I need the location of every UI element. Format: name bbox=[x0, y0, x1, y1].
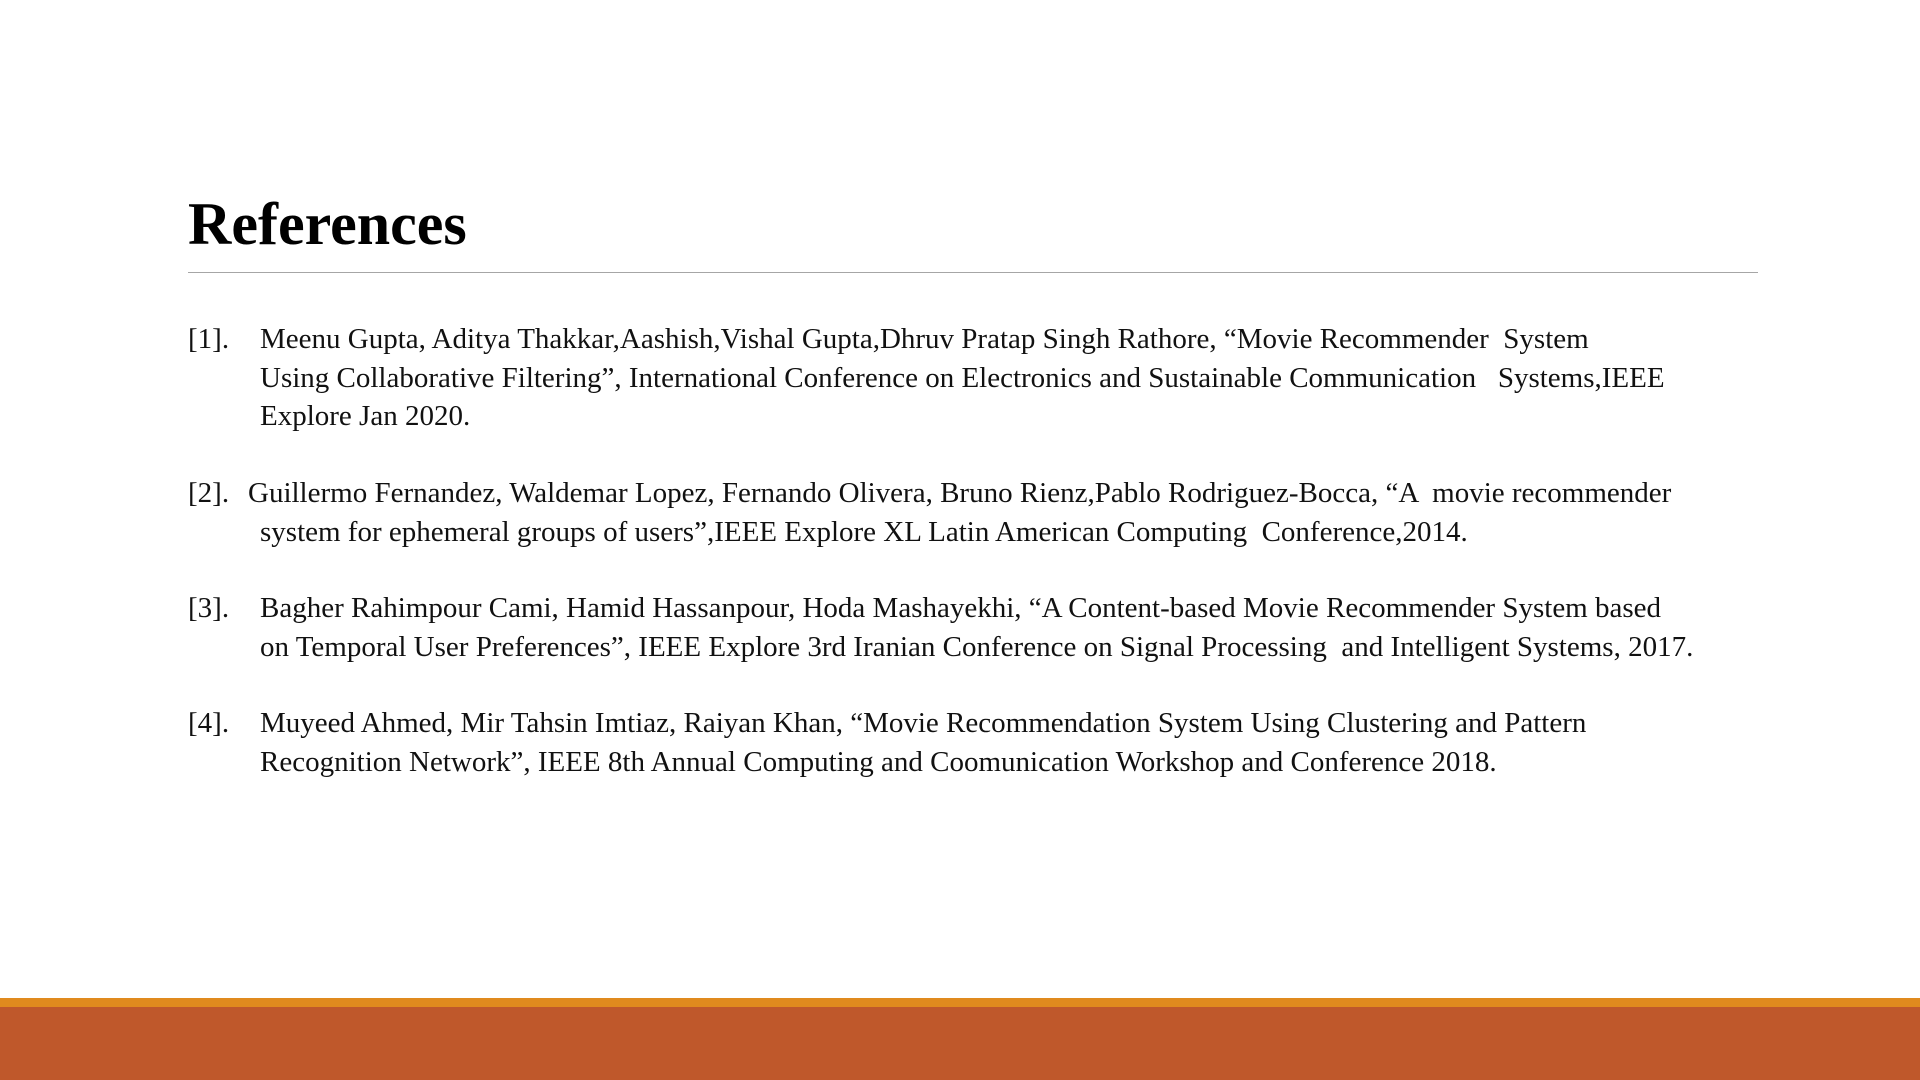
reference-number: [3]. bbox=[188, 592, 230, 624]
reference-item-4 bbox=[188, 704, 1848, 781]
reference-text-line: Recognition Network”, IEEE 8th Annual Computing and Coomunication Workshop and Conference 2018. bbox=[260, 745, 1497, 778]
reference-item-3 bbox=[188, 589, 1848, 666]
slide-title: References bbox=[188, 191, 467, 257]
reference-text-line: on Temporal User Preferences”, IEEE Explore 3rd Iranian Conference on Signal Processing and Intelligent Systems, 2017. bbox=[260, 630, 1694, 663]
reference-number: [2]. bbox=[188, 477, 230, 509]
title-divider bbox=[188, 272, 1758, 273]
footer-accent-stripe bbox=[0, 998, 1920, 1007]
reference-item-1 bbox=[188, 320, 1848, 436]
reference-text-line: system for ephemeral groups of users”,IEEE Explore XL Latin American Computing Conference,2014. bbox=[260, 515, 1468, 548]
reference-item-2 bbox=[188, 474, 1848, 551]
reference-text-line: Explore Jan 2020. bbox=[260, 400, 471, 432]
reference-number: [4]. bbox=[188, 707, 230, 739]
reference-text-line: Meenu Gupta, Aditya Thakkar,Aashish,Vishal Gupta,Dhruv Pratap Singh Rathore, “Movie Recommender System bbox=[260, 323, 1589, 355]
footer-bar bbox=[0, 1007, 1920, 1080]
reference-text-line: Muyeed Ahmed, Mir Tahsin Imtiaz, Raiyan Khan, “Movie Recommendation System Using Clustering and Pattern bbox=[260, 707, 1587, 739]
reference-text-line: Guillermo Fernandez, Waldemar Lopez, Fernando Olivera, Bruno Rienz,Pablo Rodriguez-Bocca, “A movie recommender bbox=[248, 477, 1672, 509]
reference-text-line: Using Collaborative Filtering”, International Conference on Electronics and Sustainable Communication Systems,IEEE bbox=[260, 361, 1665, 394]
reference-text-line: Bagher Rahimpour Cami, Hamid Hassanpour, Hoda Mashayekhi, “A Content-based Movie Recommender System based bbox=[260, 592, 1662, 624]
reference-number: [1]. bbox=[188, 323, 230, 355]
